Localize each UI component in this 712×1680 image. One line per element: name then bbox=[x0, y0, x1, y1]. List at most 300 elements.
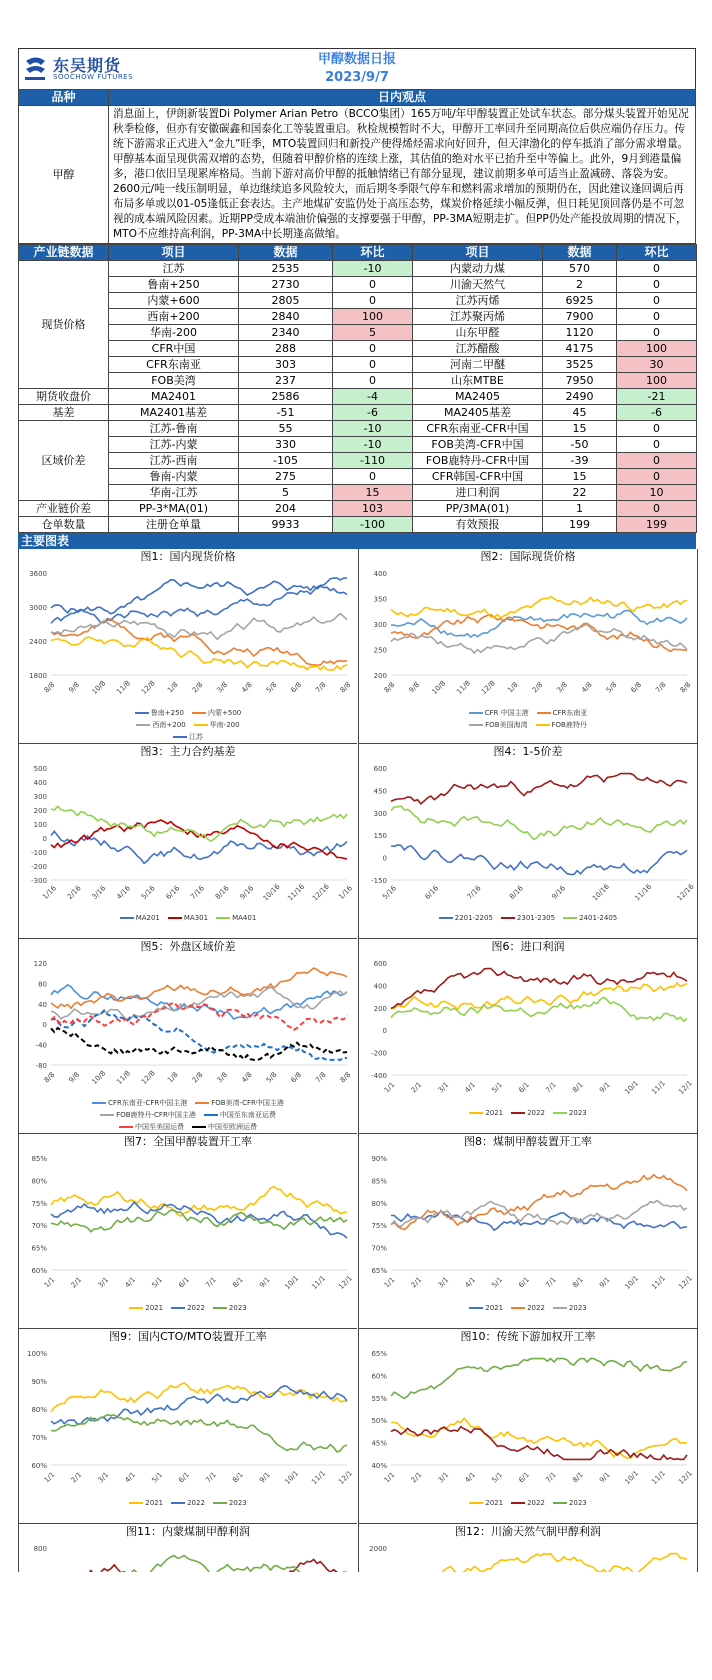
y-tick-label: 150 bbox=[373, 832, 387, 841]
legend-item bbox=[171, 1304, 205, 1312]
group-label: 仓单数量 bbox=[19, 517, 109, 533]
y-tick-label: 85% bbox=[371, 1177, 387, 1186]
x-tick-label: 4/1 bbox=[463, 1080, 478, 1095]
legend-item bbox=[119, 1123, 184, 1131]
series-line bbox=[51, 1415, 347, 1452]
chart-plot bbox=[359, 1345, 697, 1495]
item-change: 0 bbox=[617, 437, 697, 453]
legend-item bbox=[195, 1099, 284, 1107]
item-value: 330 bbox=[239, 437, 333, 453]
y-tick-label: 60% bbox=[31, 1267, 47, 1275]
chart-legend bbox=[19, 1497, 357, 1509]
x-tick-label: 9/8 bbox=[67, 680, 82, 695]
x-tick-label: 2/8 bbox=[530, 680, 545, 695]
legend-swatch-icon bbox=[171, 1502, 185, 1504]
legend-label: 华南-200 bbox=[209, 721, 240, 729]
x-tick-label: 10/1 bbox=[283, 1274, 301, 1291]
x-tick-label: 2/8 bbox=[190, 1070, 205, 1085]
y-tick-label: -200 bbox=[31, 863, 47, 871]
legend-item bbox=[511, 1109, 545, 1117]
x-tick-label: 3/1 bbox=[436, 1470, 451, 1485]
item-value: 1120 bbox=[543, 325, 617, 341]
col-view-header: 日内观点 bbox=[109, 90, 696, 106]
item-change: 199 bbox=[617, 517, 697, 533]
legend-swatch-icon bbox=[501, 917, 515, 919]
x-tick-label: 9/1 bbox=[598, 1470, 612, 1485]
item-name: 华南-200 bbox=[109, 325, 239, 341]
industry-header-1: 项目 bbox=[109, 245, 239, 261]
legend-item bbox=[213, 1499, 247, 1507]
item-value: 4175 bbox=[543, 341, 617, 357]
y-tick-label: 75% bbox=[31, 1199, 47, 1208]
legend-label: 中国至欧洲运费 bbox=[208, 1123, 257, 1131]
y-tick-label: 80% bbox=[31, 1406, 47, 1414]
y-tick-label: 90% bbox=[31, 1378, 47, 1386]
y-tick-label: 70% bbox=[31, 1222, 47, 1231]
x-tick-label: 9/8 bbox=[407, 680, 422, 695]
logo-text-cn: 东吴期货 bbox=[53, 56, 122, 75]
x-tick-label: 8/8 bbox=[42, 1070, 57, 1085]
legend-label: MA301 bbox=[183, 914, 209, 922]
y-tick-label: 70% bbox=[371, 1244, 387, 1253]
legend-label: 2201-2205 bbox=[454, 914, 493, 922]
legend-item bbox=[563, 914, 617, 922]
series-line bbox=[51, 1187, 347, 1217]
charts-grid bbox=[18, 549, 698, 1680]
legend-item bbox=[553, 1109, 587, 1117]
legend-swatch-icon bbox=[216, 917, 230, 919]
series-line bbox=[391, 1554, 687, 1572]
series-line bbox=[391, 597, 687, 618]
y-tick-label: 100% bbox=[26, 1350, 47, 1358]
item-change: -10 bbox=[333, 261, 413, 277]
series-line bbox=[391, 806, 687, 840]
item-name: CFR中国 bbox=[109, 341, 239, 357]
y-tick-label: -150 bbox=[371, 877, 387, 885]
item-name: 山东MTBE bbox=[413, 373, 543, 389]
chart-legend bbox=[359, 912, 697, 924]
x-tick-label: 6/1 bbox=[517, 1275, 531, 1290]
item-change: -10 bbox=[333, 421, 413, 437]
series-line bbox=[391, 1427, 687, 1460]
item-value: 3525 bbox=[543, 357, 617, 373]
legend-item bbox=[553, 1499, 587, 1507]
item-change: 0 bbox=[617, 277, 697, 293]
x-tick-label: 6/16 bbox=[164, 884, 182, 901]
legend-label: 2022 bbox=[187, 1499, 205, 1507]
x-tick-label: 6/8 bbox=[289, 680, 304, 695]
y-tick-label: 75% bbox=[371, 1222, 387, 1231]
x-tick-label: 5/16 bbox=[139, 884, 157, 901]
table-row bbox=[19, 517, 697, 533]
chart-legend bbox=[19, 707, 357, 743]
chart-legend bbox=[359, 1107, 697, 1119]
item-name: 江苏丙烯 bbox=[413, 293, 543, 309]
legend-swatch-icon bbox=[537, 712, 551, 714]
item-value: 2340 bbox=[239, 325, 333, 341]
y-tick-label: 0 bbox=[42, 835, 47, 843]
legend-item bbox=[173, 733, 203, 741]
x-tick-label: 2/1 bbox=[409, 1275, 424, 1290]
y-tick-label: 200 bbox=[373, 1004, 387, 1013]
table-row bbox=[19, 405, 697, 421]
group-label: 期货收盘价 bbox=[19, 389, 109, 405]
legend-label: FOB鹿特丹 bbox=[551, 721, 587, 729]
report-title: 甲醇数据日报 bbox=[317, 52, 396, 67]
x-tick-label: 6/8 bbox=[289, 1070, 304, 1085]
legend-swatch-icon bbox=[92, 1102, 106, 1104]
series-line bbox=[391, 774, 687, 804]
series-line bbox=[391, 611, 687, 638]
x-tick-label: 6/1 bbox=[177, 1470, 191, 1485]
item-value: 9933 bbox=[239, 517, 333, 533]
chart-panel-2 bbox=[358, 549, 697, 744]
y-tick-label: 0 bbox=[42, 1021, 47, 1030]
legend-item bbox=[136, 721, 185, 729]
x-tick-label: 6/1 bbox=[177, 1275, 191, 1290]
chart-title: 图1：国内现货价格 bbox=[140, 550, 236, 563]
legend-label: MA401 bbox=[232, 914, 257, 922]
legend-item bbox=[120, 914, 160, 922]
series-line bbox=[391, 1418, 687, 1458]
legend-swatch-icon bbox=[129, 1307, 143, 1309]
x-tick-label: 5/1 bbox=[150, 1275, 165, 1290]
x-tick-label: 3/1 bbox=[96, 1470, 111, 1485]
y-tick-label: 70% bbox=[31, 1434, 47, 1442]
logo-text-en: SOOCHOW FUTURES bbox=[53, 73, 134, 81]
item-name: PP/3MA(01) bbox=[413, 501, 543, 517]
y-tick-label: -40 bbox=[35, 1041, 47, 1050]
x-tick-label: 4/16 bbox=[115, 884, 132, 901]
x-tick-label: 4/8 bbox=[240, 1070, 254, 1085]
x-tick-label: 11/1 bbox=[310, 1274, 328, 1291]
y-tick-label: 300 bbox=[33, 793, 47, 801]
item-change: 0 bbox=[617, 261, 697, 277]
y-tick-label: 120 bbox=[33, 960, 47, 968]
x-tick-label: 2/8 bbox=[190, 680, 205, 695]
table-row bbox=[19, 389, 697, 405]
x-tick-label: 10/1 bbox=[623, 1079, 641, 1096]
legend-swatch-icon bbox=[195, 1102, 209, 1104]
legend-item bbox=[469, 709, 529, 717]
item-change: 100 bbox=[617, 341, 697, 357]
x-tick-label: 3/1 bbox=[436, 1080, 451, 1095]
legend-swatch-icon bbox=[439, 917, 453, 919]
y-tick-label: 65% bbox=[371, 1350, 387, 1358]
x-tick-label: 10/8 bbox=[430, 679, 448, 696]
chart-title: 图8：煤制甲醇装置开工率 bbox=[464, 1135, 592, 1148]
y-tick-label: 350 bbox=[373, 595, 387, 604]
x-tick-label: 4/1 bbox=[123, 1275, 138, 1290]
item-name: 有效预报 bbox=[413, 517, 543, 533]
legend-swatch-icon bbox=[120, 917, 134, 919]
legend-swatch-icon bbox=[119, 1126, 133, 1128]
item-name: MA2401 bbox=[109, 389, 239, 405]
y-tick-label: 800 bbox=[33, 1545, 47, 1553]
y-tick-label: -400 bbox=[371, 1072, 387, 1080]
x-tick-label: 4/8 bbox=[580, 680, 594, 695]
legend-item bbox=[192, 709, 241, 717]
legend-label: 2022 bbox=[187, 1304, 205, 1312]
item-value: 7900 bbox=[543, 309, 617, 325]
x-tick-label: 9/1 bbox=[258, 1470, 272, 1485]
legend-item bbox=[216, 914, 256, 922]
item-name: PP-3*MA(01) bbox=[109, 501, 239, 517]
x-tick-label: 12/8 bbox=[479, 679, 497, 696]
item-value: 22 bbox=[543, 485, 617, 501]
x-tick-label: 3/8 bbox=[555, 680, 570, 695]
item-change: -110 bbox=[333, 453, 413, 469]
legend-label: 西南+200 bbox=[152, 721, 186, 729]
chart-legend bbox=[19, 1302, 357, 1314]
chart-plot bbox=[19, 1150, 357, 1300]
y-tick-label: 90% bbox=[371, 1155, 387, 1163]
legend-item bbox=[511, 1499, 545, 1507]
legend-swatch-icon bbox=[192, 1126, 206, 1128]
series-line bbox=[391, 615, 687, 652]
legend-item bbox=[171, 1499, 205, 1507]
legend-label: CFR东南亚-CFR中国主港 bbox=[108, 1099, 188, 1107]
item-name: 内蒙+600 bbox=[109, 293, 239, 309]
y-tick-label: 100 bbox=[33, 821, 47, 829]
x-tick-label: 4/1 bbox=[123, 1470, 138, 1485]
y-tick-label: 3600 bbox=[29, 570, 47, 578]
series-line bbox=[391, 983, 687, 1009]
x-tick-label: 10/1 bbox=[283, 1469, 301, 1486]
item-value: -105 bbox=[239, 453, 333, 469]
legend-item bbox=[194, 721, 240, 729]
x-tick-label: 1/8 bbox=[506, 680, 520, 695]
legend-swatch-icon bbox=[129, 1502, 143, 1504]
y-tick-label: 60% bbox=[371, 1372, 387, 1381]
chart-plot bbox=[359, 760, 697, 910]
legend-label: 中国至美国运费 bbox=[135, 1123, 184, 1131]
item-change: 5 bbox=[333, 325, 413, 341]
series-line bbox=[51, 1383, 347, 1412]
legend-swatch-icon bbox=[100, 1114, 114, 1116]
item-value: 45 bbox=[543, 405, 617, 421]
x-tick-label: 1/1 bbox=[382, 1470, 397, 1485]
y-tick-label: 50% bbox=[371, 1417, 387, 1426]
item-value: 55 bbox=[239, 421, 333, 437]
item-value: 275 bbox=[239, 469, 333, 485]
y-tick-label: 450 bbox=[373, 787, 387, 796]
legend-item bbox=[469, 1304, 503, 1312]
y-tick-label: 400 bbox=[33, 779, 47, 787]
item-change: 0 bbox=[333, 373, 413, 389]
chart-title: 图5：外盘区域价差 bbox=[140, 940, 236, 953]
item-value: 7950 bbox=[543, 373, 617, 389]
x-tick-label: 6/16 bbox=[423, 884, 441, 901]
item-value: 2535 bbox=[239, 261, 333, 277]
x-tick-label: 12/8 bbox=[139, 679, 157, 696]
y-tick-label: 80% bbox=[31, 1177, 47, 1186]
item-change: 10 bbox=[617, 485, 697, 501]
legend-swatch-icon bbox=[469, 712, 483, 714]
y-tick-label: -200 bbox=[371, 1049, 387, 1058]
item-value: -39 bbox=[543, 453, 617, 469]
legend-label: 2023 bbox=[568, 1499, 587, 1507]
x-tick-label: 9/1 bbox=[598, 1275, 612, 1290]
report-header bbox=[18, 48, 696, 89]
x-tick-label: 7/16 bbox=[189, 884, 206, 901]
x-tick-label: 2/1 bbox=[409, 1470, 424, 1485]
x-tick-label: 8/8 bbox=[338, 1070, 353, 1085]
legend-swatch-icon bbox=[553, 1502, 567, 1504]
y-tick-label: 45% bbox=[371, 1439, 387, 1448]
item-name: 进口利润 bbox=[413, 485, 543, 501]
x-tick-label: 8/16 bbox=[213, 884, 231, 901]
item-value: 570 bbox=[543, 261, 617, 277]
chart-panel-8 bbox=[358, 1134, 697, 1329]
legend-item bbox=[92, 1099, 187, 1107]
chart-plot bbox=[19, 760, 357, 910]
x-tick-label: 5/16 bbox=[381, 884, 398, 901]
x-tick-label: 11/1 bbox=[310, 1469, 328, 1486]
legend-label: 2022 bbox=[527, 1304, 545, 1312]
x-tick-label: 8/8 bbox=[42, 680, 57, 695]
legend-label: 2021 bbox=[485, 1304, 504, 1312]
item-name: 注册仓单量 bbox=[109, 517, 239, 533]
x-tick-label: 3/16 bbox=[90, 884, 108, 901]
legend-item bbox=[537, 709, 588, 717]
legend-item bbox=[204, 1111, 276, 1119]
x-tick-label: 1/8 bbox=[166, 680, 180, 695]
table-row bbox=[19, 501, 697, 517]
x-tick-label: 1/1 bbox=[42, 1275, 57, 1290]
x-tick-label: 12/16 bbox=[310, 882, 331, 903]
legend-label: 2023 bbox=[228, 1304, 247, 1312]
legend-label: 内蒙+500 bbox=[208, 709, 242, 717]
chart-plot bbox=[19, 955, 357, 1095]
item-name: CFR东南亚-CFR中国 bbox=[413, 421, 543, 437]
item-change: -6 bbox=[333, 405, 413, 421]
chart-title: 图12：川渝天然气制甲醇利润 bbox=[455, 1525, 601, 1538]
item-name: 江苏-鲁南 bbox=[109, 421, 239, 437]
x-tick-label: 5/8 bbox=[604, 680, 619, 695]
table-row bbox=[19, 373, 697, 389]
legend-label: CFR东南亚 bbox=[552, 709, 588, 717]
chart-plot bbox=[359, 565, 697, 705]
legend-item bbox=[501, 914, 555, 922]
report-page bbox=[18, 48, 696, 1680]
x-tick-label: 12/1 bbox=[677, 1469, 694, 1486]
item-name: FOB美湾-CFR中国 bbox=[413, 437, 543, 453]
series-line bbox=[51, 580, 347, 614]
legend-item bbox=[129, 1499, 163, 1507]
x-tick-label: 10/16 bbox=[261, 882, 282, 903]
table-row bbox=[19, 469, 697, 485]
table-row bbox=[19, 341, 697, 357]
legend-label: 2023 bbox=[568, 1304, 587, 1312]
item-name: 华南-江苏 bbox=[109, 485, 239, 501]
item-change: 0 bbox=[617, 469, 697, 485]
x-tick-label: 12/8 bbox=[139, 1069, 157, 1086]
legend-label: 2021 bbox=[145, 1304, 164, 1312]
x-tick-label: 9/8 bbox=[67, 1070, 82, 1085]
x-tick-label: 11/1 bbox=[650, 1469, 668, 1486]
x-tick-label: 1/1 bbox=[382, 1275, 397, 1290]
chart-title: 图4：1-5价差 bbox=[493, 745, 563, 758]
y-tick-label: 200 bbox=[373, 672, 387, 680]
table-row bbox=[19, 421, 697, 437]
series-line bbox=[51, 806, 347, 841]
chart-panel-12 bbox=[358, 1524, 697, 1665]
chart-panel-7 bbox=[19, 1134, 357, 1329]
legend-item bbox=[469, 1499, 503, 1507]
item-value: 2805 bbox=[239, 293, 333, 309]
item-name: CFR韩国-CFR中国 bbox=[413, 469, 543, 485]
x-tick-label: 11/16 bbox=[633, 882, 654, 903]
legend-label: 2021 bbox=[145, 1499, 164, 1507]
legend-item bbox=[135, 709, 184, 717]
chart-title: 图10：传统下游加权开工率 bbox=[460, 1330, 596, 1343]
legend-item bbox=[439, 914, 493, 922]
x-tick-label: 10/1 bbox=[623, 1274, 641, 1291]
chart-plot bbox=[19, 1345, 357, 1495]
x-tick-label: 2/1 bbox=[409, 1080, 424, 1095]
y-tick-label: 0 bbox=[382, 1027, 387, 1036]
y-tick-label: 80% bbox=[371, 1199, 387, 1208]
x-tick-label: 11/1 bbox=[650, 1079, 668, 1096]
legend-swatch-icon bbox=[213, 1307, 227, 1309]
legend-label: 2301-2305 bbox=[516, 914, 556, 922]
x-tick-label: 10/8 bbox=[90, 679, 108, 696]
item-value: 199 bbox=[543, 517, 617, 533]
chart-legend bbox=[19, 912, 357, 924]
x-tick-label: 10/16 bbox=[591, 882, 611, 903]
x-tick-label: 11/16 bbox=[286, 882, 307, 903]
x-tick-label: 8/8 bbox=[678, 680, 693, 695]
item-value: 303 bbox=[239, 357, 333, 373]
item-change: -10 bbox=[333, 437, 413, 453]
series-line bbox=[391, 1359, 687, 1399]
y-tick-label: 400 bbox=[373, 982, 387, 991]
x-tick-label: 8/1 bbox=[571, 1080, 585, 1095]
item-name: 内蒙动力煤 bbox=[413, 261, 543, 277]
item-name: 江苏聚丙烯 bbox=[413, 309, 543, 325]
x-tick-label: 1/1 bbox=[382, 1080, 397, 1095]
item-name: 江苏 bbox=[109, 261, 239, 277]
chart-title: 图7：全国甲醇装置开工率 bbox=[124, 1135, 252, 1148]
legend-swatch-icon bbox=[511, 1307, 525, 1309]
item-change: 103 bbox=[333, 501, 413, 517]
legend-item bbox=[129, 1304, 163, 1312]
legend-label: 2021 bbox=[485, 1109, 504, 1117]
y-tick-label: -300 bbox=[31, 877, 47, 885]
industry-header-2: 数据 bbox=[239, 245, 333, 261]
legend-swatch-icon bbox=[469, 1307, 483, 1309]
x-tick-label: 7/8 bbox=[314, 680, 328, 695]
x-tick-label: 11/1 bbox=[650, 1274, 668, 1291]
chart-plot bbox=[359, 955, 697, 1105]
variety-cell: 甲醇 bbox=[19, 106, 109, 244]
y-tick-label: 400 bbox=[373, 570, 387, 578]
item-change: 0 bbox=[333, 341, 413, 357]
y-tick-label: 0 bbox=[382, 854, 387, 863]
item-name: 西南+200 bbox=[109, 309, 239, 325]
chart-plot bbox=[19, 565, 357, 705]
legend-label: 中国至东南亚运费 bbox=[219, 1111, 276, 1119]
x-tick-label: 1/8 bbox=[166, 1070, 180, 1085]
y-tick-label: 2400 bbox=[29, 638, 47, 646]
series-line bbox=[391, 845, 687, 874]
legend-swatch-icon bbox=[204, 1114, 218, 1116]
chart-title: 图11：内蒙煤制甲醇利润 bbox=[126, 1525, 250, 1538]
x-tick-label: 12/16 bbox=[675, 882, 696, 903]
series-line bbox=[391, 969, 687, 1009]
item-change: -21 bbox=[617, 389, 697, 405]
